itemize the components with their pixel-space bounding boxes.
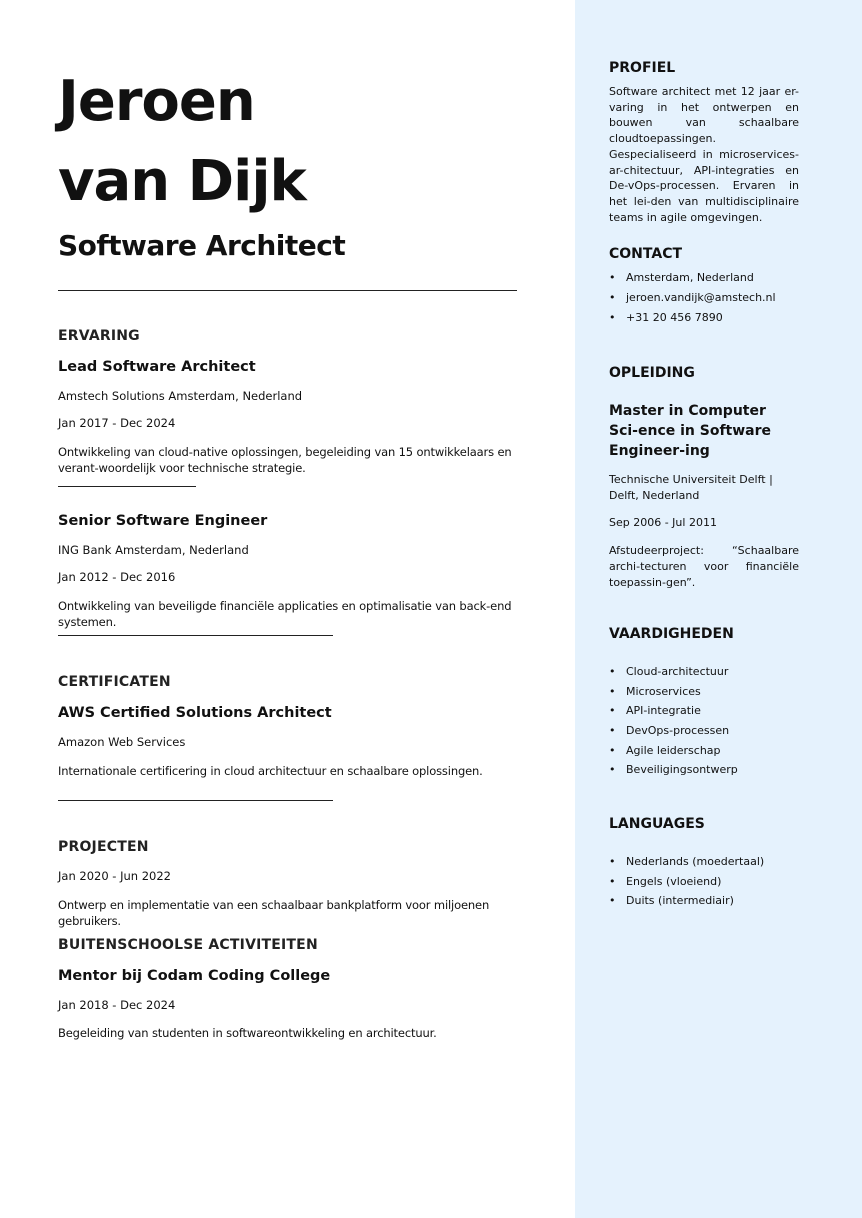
skill-item: • Beveiligingsontwerp (609, 760, 809, 780)
section-divider (58, 800, 333, 801)
experience-description: Ontwikkeling van beveiligde financiële applicaties en optimalisatie van back-end systemen. (58, 599, 512, 629)
skills-heading: VAARDIGHEDEN (609, 626, 734, 642)
project-description: Ontwerp en implementatie van een schaalbaar bankplatform voor miljoenen gebruikers. (58, 898, 490, 928)
activity-role: Mentor bij Codam Coding College (58, 968, 331, 984)
bullet-icon: • (609, 271, 616, 284)
skills-list (609, 662, 809, 780)
languages-list (609, 852, 809, 911)
experience-role: Senior Software Engineer (58, 513, 268, 529)
education-period: Sep 2006 - Jul 2011 (609, 516, 717, 529)
experience-company: ING Bank Amsterdam, Nederland (58, 543, 249, 557)
certificates-heading: CERTIFICATEN (58, 674, 171, 690)
profile-text: Software architect met 12 jaar er-varing in het ontwerpen en bouwen van schaalbare cloudtoepassingen. Gespecialiseerd in microservices-ar-chitectuur, API-integraties en De-vOps-processen. Ervaren in het lei-den van multidisciplinaire teams in agile omgevingen. (609, 85, 799, 224)
experience-description: Ontwikkeling van cloud-native oplossingen, begeleiding van 15 ontwikkelaars en verant-woordelijk voor technische strategie. (58, 445, 512, 475)
experience-heading: ERVARING (58, 328, 140, 344)
language-item: • Engels (vloeiend) (609, 872, 809, 892)
education-institution: Technische Universiteit Delft | Delft, Nederland (609, 473, 773, 502)
skill-item: • DevOps-processen (609, 721, 809, 741)
skill-item: • Cloud-architectuur (609, 662, 809, 682)
contact-location: • Amsterdam, Nederland (609, 268, 809, 288)
bullet-icon: • (609, 311, 616, 324)
experience-period: Jan 2012 - Dec 2016 (58, 570, 176, 584)
bullet-icon: • (609, 724, 616, 738)
experience-company: Amstech Solutions Amsterdam, Nederland (58, 389, 303, 403)
experience-period: Jan 2017 - Dec 2024 (58, 416, 176, 430)
profile-heading: PROFIEL (609, 60, 676, 76)
education-heading: OPLEIDING (609, 365, 695, 381)
experience-role: Lead Software Architect (58, 359, 256, 375)
certificate-issuer: Amazon Web Services (58, 735, 186, 749)
bullet-icon: • (609, 894, 616, 908)
bullet-icon: • (609, 874, 616, 888)
sidebar (575, 0, 862, 1218)
activity-description: Begeleiding van studenten in softwareontwikkeling en architectuur. (58, 1026, 437, 1040)
languages-heading: LANGUAGES (609, 816, 705, 832)
activity-period: Jan 2018 - Dec 2024 (58, 998, 176, 1012)
experience-divider (58, 486, 196, 487)
bullet-icon: • (609, 743, 616, 757)
activities-heading: BUITENSCHOOLSE ACTIVITEITEN (58, 937, 318, 953)
skill-item: • Agile leiderschap (609, 741, 809, 761)
certificate-description: Internationale certificering in cloud architectuur en schaalbare oplossingen. (58, 764, 483, 778)
bullet-icon: • (609, 763, 616, 777)
contact-phone[interactable]: • +31 20 456 7890 (609, 308, 809, 328)
project-period: Jan 2020 - Jun 2022 (58, 869, 172, 883)
job-title: Software Architect (58, 229, 346, 262)
projects-heading: PROJECTEN (58, 839, 149, 855)
language-item: • Duits (intermediair) (609, 891, 809, 911)
bullet-icon: • (609, 704, 616, 718)
bullet-icon: • (609, 855, 616, 868)
header-divider (58, 290, 517, 291)
language-item: • Nederlands (moedertaal) (609, 852, 809, 872)
bullet-icon: • (609, 684, 616, 698)
education-degree: Master in Computer Sci-ence in Software Engineer-ing (609, 403, 772, 459)
contact-email[interactable]: • jeroen.vandijk@amstech.nl (609, 288, 809, 308)
candidate-name: Jeroen van Dijk (58, 69, 306, 214)
bullet-icon: • (609, 665, 616, 678)
contact-list (609, 268, 809, 328)
contact-heading: CONTACT (609, 246, 683, 262)
education-thesis: Afstudeerproject: “Schaalbare archi-tecturen voor financiële toepassin-gen”. (609, 544, 799, 589)
certificate-title: AWS Certified Solutions Architect (58, 705, 332, 721)
bullet-icon: • (609, 291, 616, 304)
section-divider (58, 635, 333, 636)
skill-item: • API-integratie (609, 701, 809, 721)
skill-item: • Microservices (609, 682, 809, 702)
